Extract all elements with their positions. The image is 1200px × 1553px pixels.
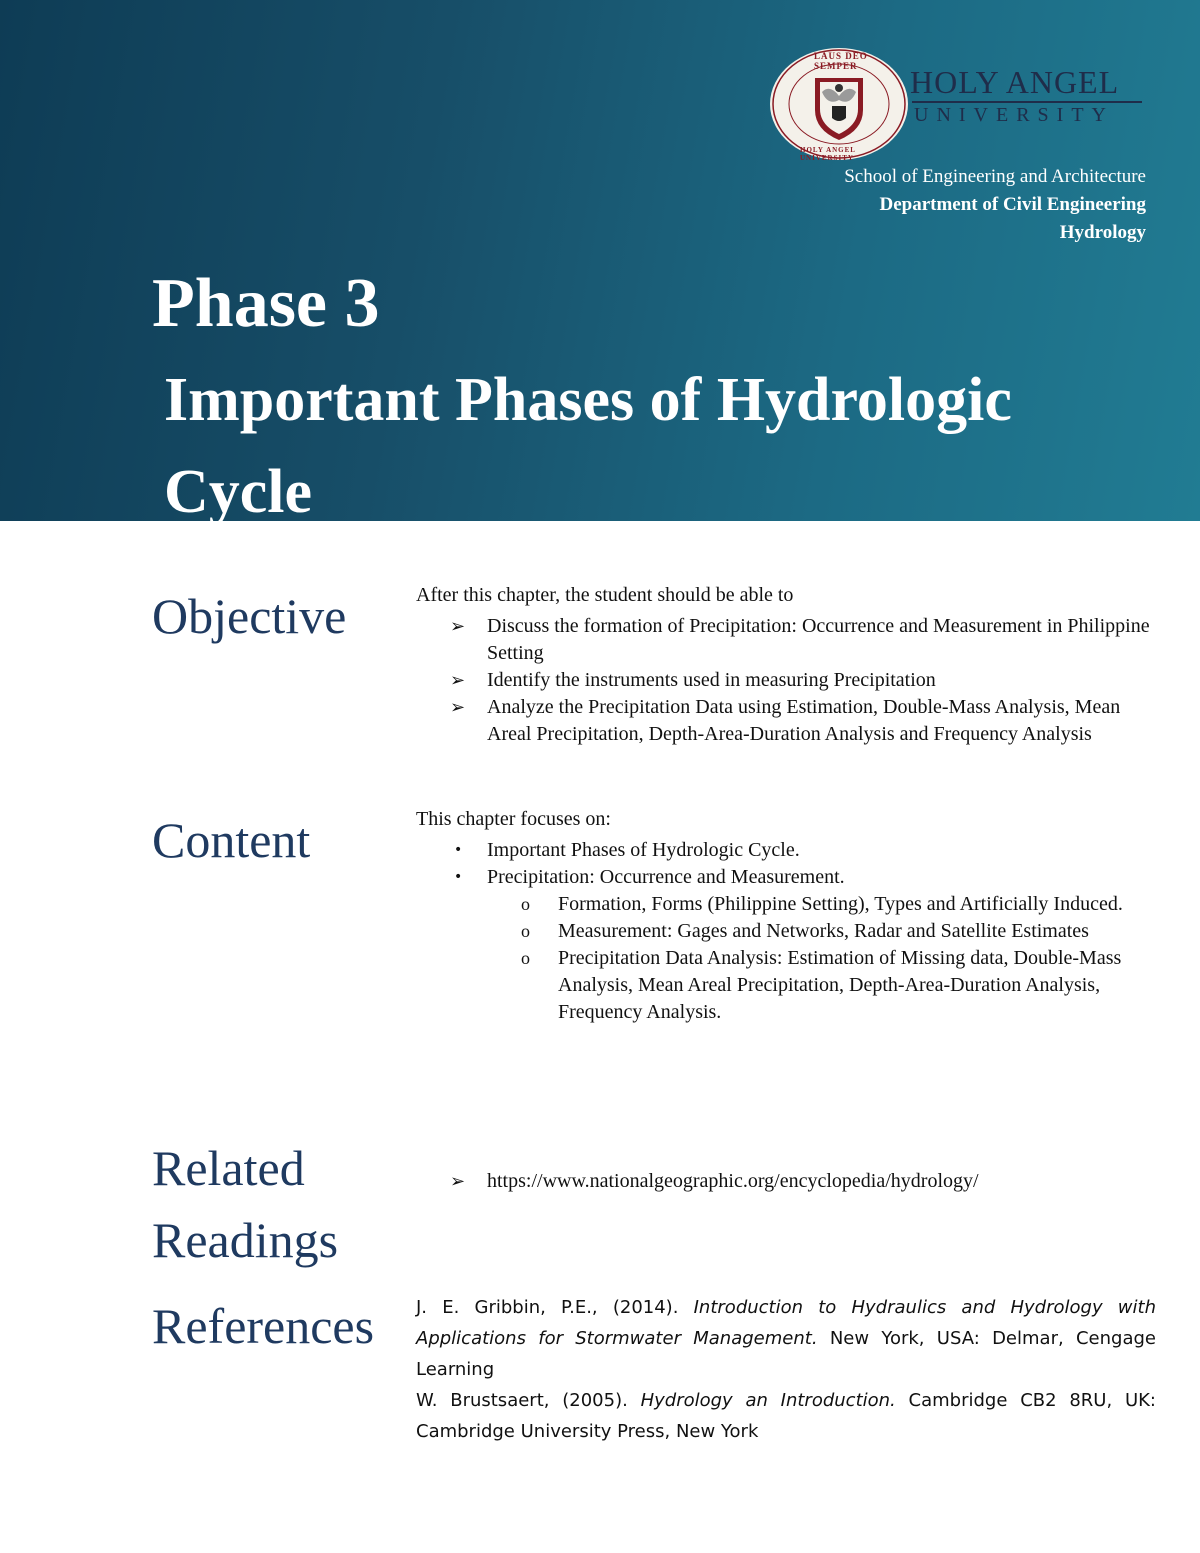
objective-item: ➢ Analyze the Precipitation Data using Estimation, Double-Mass Analysis, Mean Areal Precipitation, Depth-Area-Duration Analysis and Frequency Analysis <box>450 696 1121 745</box>
seal-ring-text: HOLY ANGEL UNIVERSITY <box>800 146 856 162</box>
arrow-bullet-icon: ➢ <box>450 670 466 691</box>
content-sublist <box>521 891 1161 1026</box>
arrow-bullet-icon: ➢ <box>450 616 466 637</box>
content-intro: This chapter focuses on: <box>416 808 611 830</box>
content-heading: Content <box>152 812 311 868</box>
content-subitem: o Precipitation Data Analysis: Estimation of Missing data, Double-Mass Analysis, Mean Areal Precipitation, Depth-Area-Duration Analysis, Frequency Analysis. <box>521 947 1122 1023</box>
objective-item: ➢ Discuss the formation of Precipitation: Occurrence and Measurement in Philippine Setting <box>450 615 1150 664</box>
related-readings-heading: Related Readings <box>152 1140 339 1268</box>
reference-entry: W. Brustsaert, (2005). Hydrology an Introduction. Cambridge CB2 8RU, UK: Cambridge University Press, New York <box>416 1390 1156 1442</box>
school-name: School of Engineering and Architecture <box>844 166 1146 187</box>
related-reading-link[interactable]: ➢ https://www.nationalgeographic.org/encyclopedia/hydrology/ <box>450 1168 1161 1195</box>
content-item: • Precipitation: Occurrence and Measurement. o Formation, Forms (Philippine Setting), Types and Artificially Induced. o Measurement: Gages and Networks, Radar and Satellite Estimates o Precipitation Data Analysis: Estimation of Missing data, Double-Mass Analysis, Mean Areal Precipitation, Depth-Area-Duration Analysis, Frequency Analysis. <box>450 864 1161 1026</box>
content-body <box>416 806 1161 1026</box>
bullet-icon: • <box>454 869 463 885</box>
related-readings-list <box>450 1168 1161 1195</box>
chapter-title <box>164 354 1164 538</box>
reference-entry: J. E. Gribbin, P.E., (2014). Introduction to Hydraulics and Hydrology with Applications for Stormwater Management. New York, USA: Delmar, Cengage Learning <box>416 1297 1156 1380</box>
chapter-title-line-1: Important Phases of Hydrologic <box>164 366 1012 434</box>
school-info <box>844 163 1146 247</box>
arrow-bullet-icon: ➢ <box>450 1171 466 1192</box>
references-heading: References <box>152 1298 375 1354</box>
circle-bullet-icon: o <box>521 894 530 914</box>
university-seal <box>770 48 908 160</box>
arrow-bullet-icon: ➢ <box>450 697 466 718</box>
content-item: • Important Phases of Hydrologic Cycle. <box>450 837 1161 864</box>
content-subitem: o Formation, Forms (Philippine Setting), Types and Artificially Induced. <box>521 891 1161 918</box>
university-name: HOLY ANGEL <box>910 64 1120 100</box>
logo-divider <box>912 101 1142 103</box>
chapter-title-line-2: Cycle <box>164 458 313 526</box>
university-logo <box>770 48 1150 162</box>
circle-bullet-icon: o <box>521 921 530 941</box>
seal-motto: LAUS DEO SEMPER <box>814 51 868 71</box>
objective-heading: Objective <box>152 588 347 644</box>
objective-intro: After this chapter, the student should be able to <box>416 584 794 606</box>
bullet-icon: • <box>454 842 463 858</box>
circle-bullet-icon: o <box>521 948 530 968</box>
objective-list <box>450 613 1161 748</box>
objective-body <box>416 582 1161 748</box>
related-readings-body <box>416 1168 1161 1195</box>
course-name: Hydrology <box>1059 222 1146 243</box>
references-list <box>416 1292 1156 1447</box>
phase-title: Phase 3 <box>152 265 380 342</box>
content-subitem: o Measurement: Gages and Networks, Radar and Satellite Estimates <box>521 918 1161 945</box>
content-list <box>450 837 1161 1026</box>
objective-item: ➢ Identify the instruments used in measuring Precipitation <box>450 667 1161 694</box>
department-name: Department of Civil Engineering <box>879 194 1146 215</box>
university-subtitle: UNIVERSITY <box>914 104 1114 126</box>
